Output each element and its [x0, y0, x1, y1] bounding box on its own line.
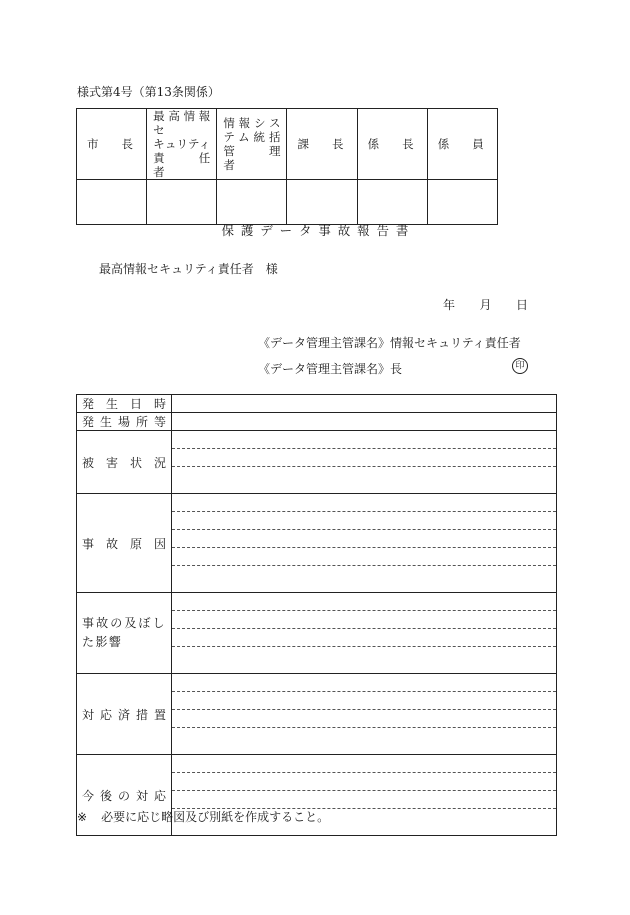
approval-stamp-table [76, 108, 498, 225]
writing-line[interactable] [172, 494, 556, 512]
report-field-accident-cause[interactable] [172, 494, 557, 593]
report-field-measures-taken[interactable] [172, 674, 557, 755]
note-text: 必要に応じ略図及び別紙を作成すること。 [101, 810, 330, 824]
report-label-occurrence-place [77, 413, 172, 431]
stamp-box-ciso[interactable] [147, 180, 217, 225]
writing-line[interactable] [172, 449, 556, 467]
stamp-box-subsection-chief[interactable] [357, 180, 427, 225]
approval-header-system-admin: 情報シス テム統括 管 理 者 [217, 109, 287, 180]
footnote [77, 808, 329, 825]
approval-header-section-chief: 課 長 [287, 109, 357, 180]
report-label-accident-impact [77, 593, 172, 674]
writing-line[interactable] [172, 467, 556, 485]
document-title: 保護データ事故報告書 [221, 223, 416, 238]
stamp-box-system-admin[interactable] [217, 180, 287, 225]
writing-line[interactable] [172, 566, 556, 584]
writing-line[interactable] [172, 611, 556, 629]
report-row-occurrence-place [77, 413, 557, 431]
writing-line[interactable] [172, 395, 556, 412]
writing-line[interactable] [172, 674, 556, 692]
report-field-damage-status[interactable] [172, 431, 557, 494]
report-row-accident-cause [77, 494, 557, 593]
form-number: 様式第4号（第13条関係） [77, 85, 220, 99]
seal-mark: 印 [512, 358, 528, 374]
report-label-text: 被 害 状 況 [82, 455, 166, 470]
report-label-text: 事 故 原 因 [82, 536, 166, 551]
approval-header-staff: 係 員 [427, 109, 497, 180]
report-label-text: 今 後 の 対 応 [82, 788, 166, 803]
writing-line[interactable] [172, 710, 556, 728]
date-month-label: 月 [479, 298, 492, 312]
writing-line[interactable] [172, 431, 556, 449]
writing-line[interactable] [172, 692, 556, 710]
stamp-box-section-chief[interactable] [287, 180, 357, 225]
writing-line[interactable] [172, 755, 556, 773]
stamp-box-mayor[interactable] [77, 180, 147, 225]
approval-header-mayor: 市 長 [77, 109, 147, 180]
stamp-box-staff[interactable] [427, 180, 497, 225]
addressee: 最高情報セキュリティ責任者 様 [99, 262, 278, 276]
writing-line[interactable] [172, 773, 556, 791]
report-label-accident-cause [77, 494, 172, 593]
date-day-label: 日 [515, 298, 528, 312]
report-label-occurrence-datetime [77, 395, 172, 413]
report-row-occurrence-datetime [77, 395, 557, 413]
report-row-accident-impact [77, 593, 557, 674]
date-year-label: 年 [443, 298, 456, 312]
writing-line[interactable] [172, 548, 556, 566]
report-label-text: 発 生 場 所 等 [82, 415, 166, 429]
sender-security-officer: 《データ管理主管課名》情報セキュリティ責任者 [258, 336, 521, 350]
writing-line[interactable] [172, 728, 556, 746]
report-row-damage-status [77, 431, 557, 494]
report-field-accident-impact[interactable] [172, 593, 557, 674]
approval-header-ciso: 最高情報セ キュリティ 責 任 者 [147, 109, 217, 180]
date-line [443, 296, 528, 313]
report-row-measures-taken [77, 674, 557, 755]
writing-line[interactable] [172, 629, 556, 647]
writing-line[interactable] [172, 530, 556, 548]
note-mark: ※ [77, 810, 88, 824]
writing-line[interactable] [172, 512, 556, 530]
sender-section-head: 《データ管理主管課名》長 [258, 362, 403, 376]
writing-line[interactable] [172, 413, 556, 430]
report-label-text: 事故の及ぼした影響 [82, 616, 166, 649]
report-field-occurrence-place[interactable] [172, 413, 557, 431]
report-label-text: 発 生 日 時 [82, 397, 166, 411]
report-label-damage-status [77, 431, 172, 494]
approval-header-subsection-chief: 係 長 [357, 109, 427, 180]
writing-line[interactable] [172, 647, 556, 665]
report-label-measures-taken [77, 674, 172, 755]
report-field-occurrence-datetime[interactable] [172, 395, 557, 413]
report-table [76, 394, 557, 836]
report-label-text: 対 応 済 措 置 [82, 707, 166, 722]
writing-line[interactable] [172, 593, 556, 611]
writing-line[interactable] [172, 791, 556, 809]
